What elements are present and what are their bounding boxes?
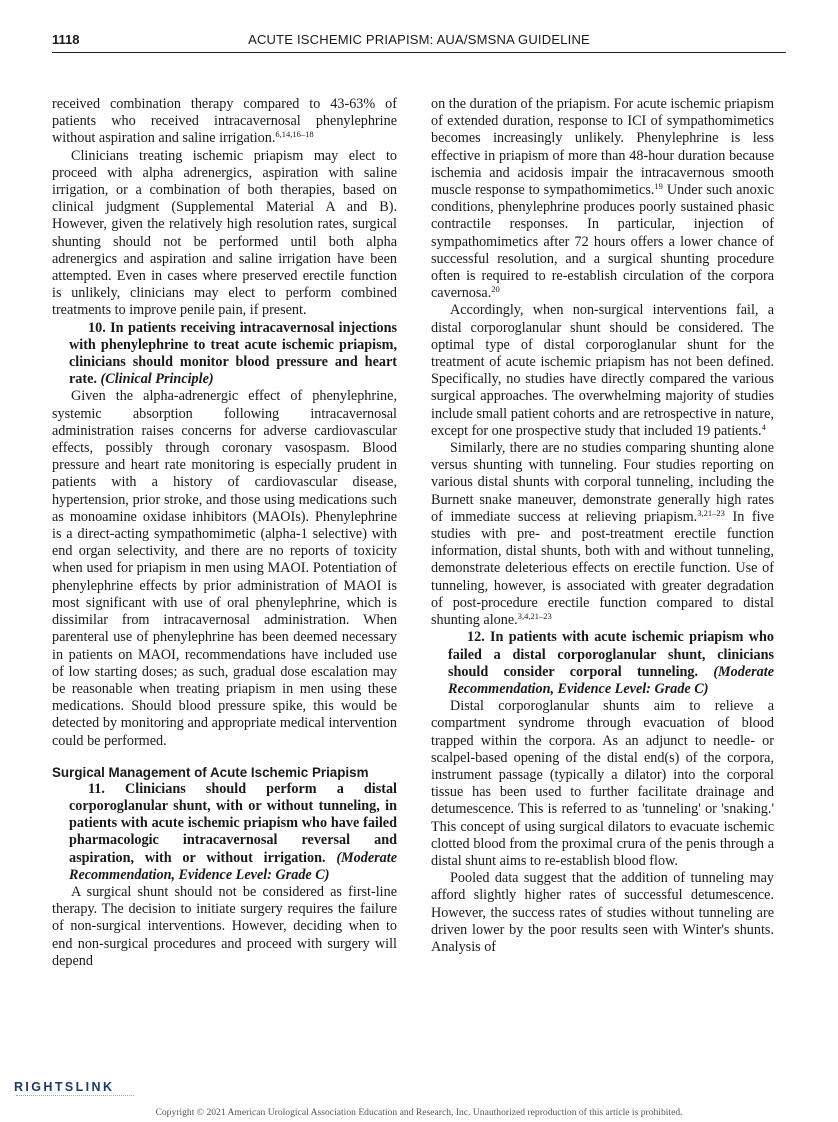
recommendation-10: 10. In patients receiving intracavernosal injections with phenylephrine to treat acute ischemic priapism, clinicians should monitor blood pressure and heart rate. (Clinical Principle) <box>69 319 397 388</box>
recommendation-11: 11. Clinicians should perform a distal corporoglanular shunt, with or without tunneling, in patients with acute ischemic priapism who have failed pharmacologic intracavernosal reversal and aspiration, with or without irrigation. (Moderate Recommendation, Evidence Level: Grade C) <box>69 780 397 883</box>
citation-ref: 20 <box>491 284 500 295</box>
paragraph: on the duration of the priapism. For acute ischemic priapism of extended duration, response to ICI of sympathomimetics becomes increasingly unlikely. Phenylephrine is less effective in priapism of more than 48-hour duration because ischemia and acidosis impair the intracavernous smooth muscle response to sympathomimetics.$^{19}$ Under such anoxic conditions, phenylephrine produces poorly sustained phasic contractile responses. In particular, injection of sympathomimetics after 72 hours offers a lower chance of successful resolution, and a surgical shunting procedure often is required to re-establish circulation of the corpora cavernosa.$^{20}$ <box>431 96 774 302</box>
rightslink-logo[interactable]: RIGHTSLINK <box>14 1080 115 1094</box>
rightslink-underline <box>16 1095 134 1101</box>
citation-ref: 19 <box>654 181 663 192</box>
evidence-level: (Moderate Recommendation, Evidence Level: Grade C) <box>69 849 397 883</box>
copyright-notice: Copyright © 2021 American Urological Association Education and Research, Inc. Unauthorized reproduction of this article is prohibited. <box>155 1107 683 1118</box>
paragraph: Distal corporoglanular shunts aim to relieve a compartment syndrome through evacuation of blood trapped within the corpora. As an adjunct to needle- or scalpel-based opening of the distal end(s) of the corpora, instrument passage (typically a dilator) into the corporal tissue has been used to further facilitate drainage and detumescence. This is referred to as 'tunneling' or 'snaking.' This concept of using surgical dilators to evacuate ischemic clotted blood from the proximal crura of the penis through a distal shunt aims to re-establish blood flow. <box>431 698 774 869</box>
paragraph: Accordingly, when non-surgical interventions fail, a distal corporoglanular shunt should be considered. The optimal type of distal corporoglanular shunt for the treatment of acute ischemic priapism has not been defined. Specifically, no studies have directly compared the various surgical approaches. The overwhelming majority of studies include small patient cohorts and are retrospective in nature, except for one prospective study that included 19 patients.$^4$ <box>431 302 774 439</box>
evidence-level: (Moderate Recommendation, Evidence Level: Grade C) <box>448 663 774 697</box>
page-header <box>52 30 786 53</box>
paragraph: Pooled data suggest that the addition of tunneling may afford slightly higher rates of successful detumescence. However, the success rates of studies without tunneling are driven lower by the poor results seen with Winter's shunts. Analysis of <box>431 870 774 955</box>
right-column <box>431 96 774 956</box>
paragraph: Similarly, there are no studies comparing shunting alone versus shunting with tunneling. Four studies reporting on various distal shunts with corporal tunneling, including the Burnett snake maneuver, demonstrate generally high rates of immediate success at relieving priapism.$^{3,21-23}$ In five studies with pre- and post-treatment erectile function information, distal shunts, both with and without tunneling, demonstrate deleterious effects on erectile function. Use of tunneling, however, is associated with greater degradation of post-procedure erectile function compared to distal shunting alone.$^{3,4,21-23}$ <box>431 440 774 629</box>
paragraph: Given the alpha-adrenergic effect of phenylephrine, systemic absorption following intracavernosal administration raises concerns for adverse cardiovascular effects, possibly through coronary vasospasm. Blood pressure and heart rate monitoring is especially prudent in patients with a history of cardiovascular disease, hypertension, prior stroke, and those using medications such as monoamine oxidase inhibitors (MAOIs). Phenylephrine is a direct-acting sympathomimetic (alpha-1 selective) with end organ selectivity, and there are no reports of toxicity when used for priapism in men using MAOI. Potentiation of phenylephrine effects by prior administration of MAOI is most significant with use of oral phenylephrine, which is dissimilar from intracavernosal administration. When parenteral use of phenylephrine has been deemed necessary in patients on MAOI, recommendations have included use of low starting doses; as such, gradual dose escalation may be reasonable when treating priapism in men using these medications. Should blood pressure spike, this would be detected by monitoring and appropriate medical intervention could be performed. <box>52 388 397 749</box>
evidence-level: (Clinical Principle) <box>100 371 214 388</box>
citation-ref: 3,21–23 <box>697 507 725 518</box>
citation-ref: 4 <box>761 421 766 432</box>
paragraph: A surgical shunt should not be considered as first-line therapy. The decision to initiate surgery requires the failure of non-surgical interventions. However, deciding when to end non-surgical procedures and proceed with surgery will depend <box>52 883 397 969</box>
paragraph: Clinicians treating ischemic priapism may elect to proceed with alpha adrenergics, aspiration with saline irrigation, or a combination of both therapies, based on clinical judgment (Supplemental Material A and B). However, given the relatively high resolution rates, surgical shunting should not be performed until both alpha adrenergics and aspiration and saline irrigation have been attempted. Even in cases where preserved erectile function is unlikely, clinicians may elect to perform combined treatments to improve penile pain, if present. <box>52 147 397 319</box>
paragraph: received combination therapy compared to 43-63% of patients who received intracavernosal phenylephrine without aspiration and saline irrigation.$^{6,14,16-18}$ <box>52 96 397 147</box>
left-column <box>52 96 397 970</box>
page-number: 1118 <box>52 32 80 47</box>
citation-ref: 3,4,21–23 <box>517 611 552 622</box>
citation-ref: 6,14,16–18 <box>275 129 314 140</box>
running-title: ACUTE ISCHEMIC PRIAPISM: AUA/SMSNA GUIDELINE <box>248 32 590 47</box>
section-heading: Surgical Management of Acute Ischemic Priapism <box>52 764 369 780</box>
recommendation-12: 12. In patients with acute ischemic priapism who failed a distal corporoglanular shunt, clinicians should consider corporal tunneling. (Moderate Recommendation, Evidence Level: Grade C) <box>448 629 774 697</box>
